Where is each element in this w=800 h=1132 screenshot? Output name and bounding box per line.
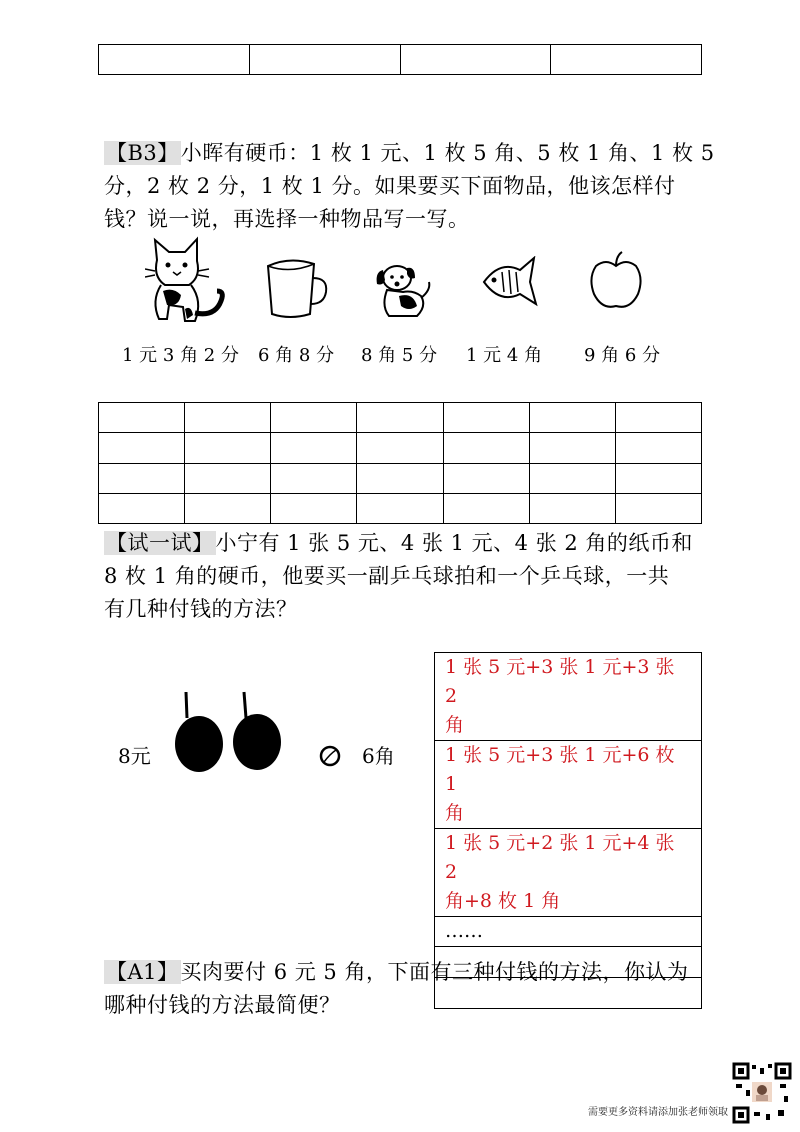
table-cell[interactable] bbox=[271, 493, 357, 523]
table-cell[interactable] bbox=[443, 403, 529, 433]
table-cell[interactable] bbox=[271, 433, 357, 463]
apple-icon bbox=[588, 250, 644, 312]
table-row bbox=[435, 917, 702, 947]
table-cell[interactable] bbox=[99, 403, 185, 433]
table-cell[interactable] bbox=[357, 433, 443, 463]
answer-line: 1 张 5 元+2 张 1 元+4 张 2 bbox=[445, 832, 675, 883]
answer-line: 1 张 5 元+3 张 1 元+6 枚 1 bbox=[445, 744, 675, 795]
price-label-fish: 1 元 4 角 bbox=[466, 345, 543, 366]
question-tag: 【A1】 bbox=[106, 960, 179, 984]
dog-icon bbox=[373, 262, 435, 322]
table-cell bbox=[99, 45, 250, 75]
price-label-cup: 6 角 8 分 bbox=[258, 345, 335, 366]
table-cell bbox=[400, 45, 551, 75]
footer-note: 需要更多资料请添加张老师领取 bbox=[588, 1107, 728, 1118]
question-text: 小宁有 1 张 5 元、4 张 1 元、4 张 2 角的纸币和 bbox=[215, 531, 693, 555]
table-cell bbox=[551, 45, 702, 75]
question-a1 bbox=[104, 956, 724, 1022]
table-row bbox=[99, 463, 702, 493]
price-label-apple: 9 角 6 分 bbox=[584, 345, 661, 366]
cup-icon bbox=[262, 258, 332, 320]
question-text: 分，2 枚 2 分，1 枚 1 分。如果要买下面物品，他该怎样付 bbox=[104, 174, 676, 198]
table-row bbox=[99, 403, 702, 433]
ping-pong-paddles-icon bbox=[170, 688, 288, 774]
question-try bbox=[104, 527, 724, 626]
table-cell bbox=[249, 45, 400, 75]
table-cell[interactable] bbox=[443, 463, 529, 493]
table-cell[interactable] bbox=[357, 493, 443, 523]
table-cell[interactable] bbox=[271, 463, 357, 493]
table-cell[interactable] bbox=[615, 403, 701, 433]
table-cell[interactable] bbox=[185, 403, 271, 433]
question-b3 bbox=[104, 137, 724, 236]
question-text: 有几种付钱的方法？ bbox=[104, 597, 298, 621]
question-tag: 【B3】 bbox=[106, 141, 179, 165]
table-cell[interactable] bbox=[185, 463, 271, 493]
table-cell[interactable] bbox=[443, 493, 529, 523]
answer-line: 1 张 5 元+3 张 1 元+3 张 2 bbox=[445, 656, 675, 707]
answer-cell bbox=[435, 741, 702, 829]
answer-line: 角+8 枚 1 角 bbox=[445, 890, 561, 912]
answer-cell bbox=[435, 829, 702, 917]
top-answer-table bbox=[98, 44, 702, 75]
question-text: 小晖有硬币：1 枚 1 元、1 枚 5 角、5 枚 1 角、1 枚 5 bbox=[180, 141, 715, 165]
cat-icon bbox=[145, 235, 230, 325]
table-cell[interactable] bbox=[443, 433, 529, 463]
ellipsis-cell: …… bbox=[435, 917, 702, 947]
table-cell[interactable] bbox=[271, 403, 357, 433]
table-cell[interactable] bbox=[529, 493, 615, 523]
table-cell[interactable] bbox=[529, 463, 615, 493]
table-cell[interactable] bbox=[615, 433, 701, 463]
table-cell[interactable] bbox=[529, 433, 615, 463]
ping-pong-ball-icon bbox=[318, 744, 342, 768]
b3-answer-grid bbox=[98, 402, 702, 524]
question-tag: 【试一试】 bbox=[106, 531, 214, 555]
qr-code-icon bbox=[732, 1062, 792, 1124]
question-text: 哪种付钱的方法最简便？ bbox=[104, 993, 341, 1017]
table-cell[interactable] bbox=[99, 463, 185, 493]
question-text: 钱？说一说，再选择一种物品写一写。 bbox=[104, 207, 470, 231]
answer-line: 角 bbox=[445, 714, 465, 736]
price-label-dog: 8 角 5 分 bbox=[361, 345, 438, 366]
table-cell[interactable] bbox=[99, 433, 185, 463]
table-cell[interactable] bbox=[615, 463, 701, 493]
table-row bbox=[99, 433, 702, 463]
table-cell[interactable] bbox=[357, 403, 443, 433]
ball-price: 6角 bbox=[362, 744, 395, 768]
question-text: 买肉要付 6 元 5 角，下面有三种付钱的方法，你认为 bbox=[180, 960, 689, 984]
table-row bbox=[99, 493, 702, 523]
table-cell[interactable] bbox=[185, 433, 271, 463]
table-row bbox=[435, 653, 702, 741]
table-cell[interactable] bbox=[99, 493, 185, 523]
table-cell[interactable] bbox=[185, 493, 271, 523]
racket-price: 8元 bbox=[118, 744, 151, 768]
answer-cell bbox=[435, 653, 702, 741]
table-row bbox=[435, 741, 702, 829]
price-label-cat: 1 元 3 角 2 分 bbox=[122, 345, 239, 366]
question-text: 8 枚 1 角的硬币，他要买一副乒乓球拍和一个乒乓球，一共 bbox=[104, 564, 670, 588]
fish-icon bbox=[482, 256, 538, 308]
table-row bbox=[435, 829, 702, 917]
table-cell[interactable] bbox=[615, 493, 701, 523]
table-cell[interactable] bbox=[357, 463, 443, 493]
answer-line: 角 bbox=[445, 802, 465, 824]
table-cell[interactable] bbox=[529, 403, 615, 433]
